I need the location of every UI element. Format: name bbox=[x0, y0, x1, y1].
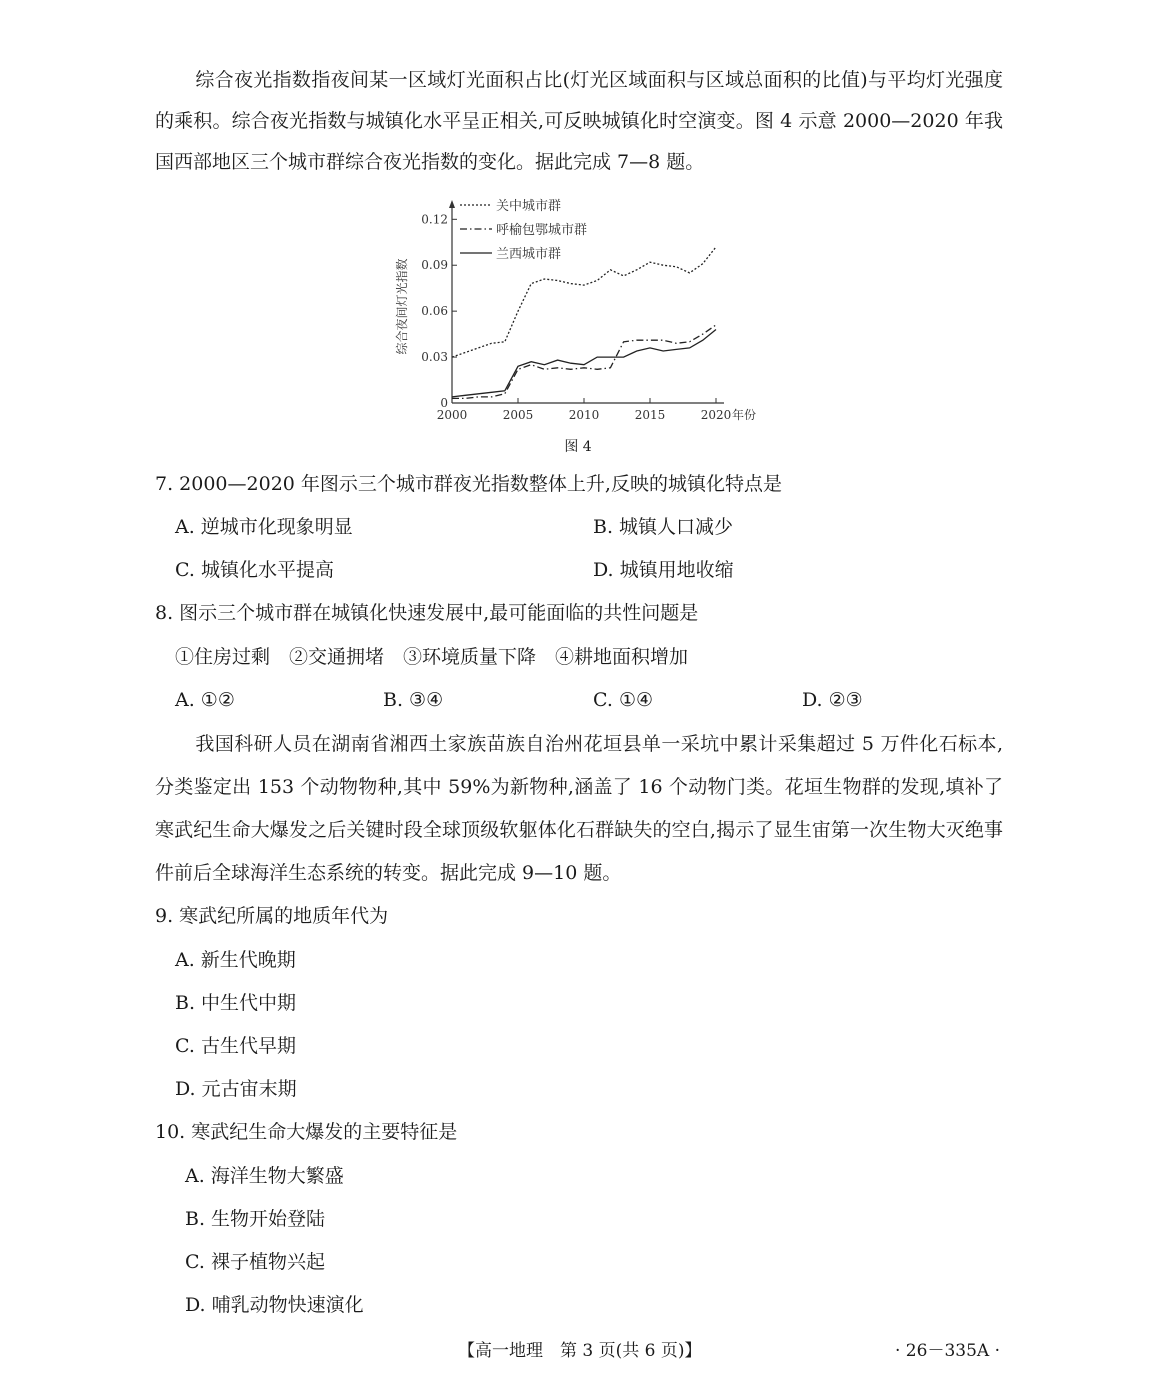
question-7-option-b: B. 城镇人口减少 bbox=[593, 516, 734, 538]
y-axis-label: 综合夜间灯光指数 bbox=[395, 258, 409, 355]
x-tick-label: 2000 bbox=[436, 408, 468, 422]
question-10-option-c: C. 裸子植物兴起 bbox=[185, 1251, 325, 1273]
question-7-option-a: A. 逆城市化现象明显 bbox=[175, 516, 353, 538]
chart-series bbox=[452, 247, 716, 399]
figure-caption: 图 4 bbox=[564, 439, 592, 455]
series-line-2 bbox=[452, 325, 716, 399]
question-8-option-d: D. ②③ bbox=[802, 689, 863, 711]
question-10-option-d: D. 哺乳动物快速演化 bbox=[185, 1294, 364, 1316]
question-9-option-d: D. 元古宙末期 bbox=[175, 1078, 297, 1100]
question-9-option-a: A. 新生代晚期 bbox=[175, 949, 296, 971]
question-7-stem: 7. 2000—2020 年图示三个城市群夜光指数整体上升,反映的城镇化特点是 bbox=[155, 473, 782, 495]
page-footer-label: 【高一地理 第 3 页(共 6 页)】 bbox=[458, 1341, 702, 1361]
question-8-option-b: B. ③④ bbox=[383, 689, 444, 711]
x-tick-label: 2010 bbox=[568, 408, 600, 422]
question-8-option-c: C. ①④ bbox=[593, 689, 654, 711]
x-tick-label: 2020 bbox=[700, 408, 732, 422]
y-tick-label: 0.03 bbox=[421, 350, 448, 365]
legend-label-1: 关中城市群 bbox=[496, 199, 562, 214]
question-9-option-b: B. 中生代中期 bbox=[175, 992, 297, 1014]
y-tick-label: 0.06 bbox=[421, 304, 448, 319]
question-9-stem: 9. 寒武纪所属的地质年代为 bbox=[155, 905, 389, 927]
line-chart bbox=[380, 195, 780, 435]
question-8-stem: 8. 图示三个城市群在城镇化快速发展中,最可能面临的共性问题是 bbox=[155, 602, 699, 624]
question-10-option-b: B. 生物开始登陆 bbox=[185, 1208, 326, 1230]
series-line-1 bbox=[452, 247, 716, 357]
question-8-option-a: A. ①② bbox=[175, 689, 235, 711]
legend-label-3: 兰西城市群 bbox=[496, 247, 562, 262]
y-tick-label: 0.09 bbox=[421, 258, 448, 273]
question-8-items: ①住房过剩 ②交通拥堵 ③环境质量下降 ④耕地面积增加 bbox=[175, 646, 689, 668]
passage-text: 综合夜光指数指夜间某一区域灯光面积占比(灯光区域面积与区域总面积的比值)与平均灯光强度的乘积。综合夜光指数与城镇化水平呈正相关,可反映城镇化时空演变。图 4 示意 2000—2020 年我国西部地区三个城市群综合夜光指数的变化。据此完成 7—8 题。 bbox=[155, 69, 1003, 173]
chart-legend bbox=[460, 198, 587, 262]
x-tick-label: 2015 bbox=[634, 408, 666, 422]
question-10-option-a: A. 海洋生物大繁盛 bbox=[185, 1165, 344, 1187]
x-tick-label: 2005 bbox=[502, 408, 534, 422]
y-tick-label: 0 bbox=[440, 396, 448, 410]
y-axis-arrow bbox=[449, 200, 455, 208]
figure-4-chart bbox=[380, 195, 780, 455]
passage-intro-9-10 bbox=[155, 723, 1003, 895]
passage-intro-7-8 bbox=[155, 60, 1003, 183]
passage-text: 我国科研人员在湖南省湘西土家族苗族自治州花垣县单一采坑中累计采集超过 5 万件化石标本,分类鉴定出 153 个动物物种,其中 59%为新物种,涵盖了 16 个动物门类。花垣生物群的发现,填补了寒武纪生命大爆发之后关键时段全球顶级软躯体化石群缺失的空白,揭示了显生宙第一次生物大灭绝事件前后全球海洋生态系统的转变。据此完成 9—10 题。 bbox=[155, 733, 1003, 884]
question-7-option-d: D. 城镇用地收缩 bbox=[593, 559, 734, 581]
page-footer-code: · 26－335A · bbox=[895, 1341, 1000, 1361]
question-9-option-c: C. 古生代早期 bbox=[175, 1035, 296, 1057]
legend-label-2: 呼榆包鄂城市群 bbox=[496, 223, 588, 238]
y-tick-label: 0.12 bbox=[421, 212, 448, 227]
x-axis-label: 年份 bbox=[732, 408, 757, 422]
series-line-3 bbox=[452, 330, 716, 397]
question-10-stem: 10. 寒武纪生命大爆发的主要特征是 bbox=[155, 1121, 458, 1143]
question-7-option-c: C. 城镇化水平提高 bbox=[175, 559, 334, 581]
